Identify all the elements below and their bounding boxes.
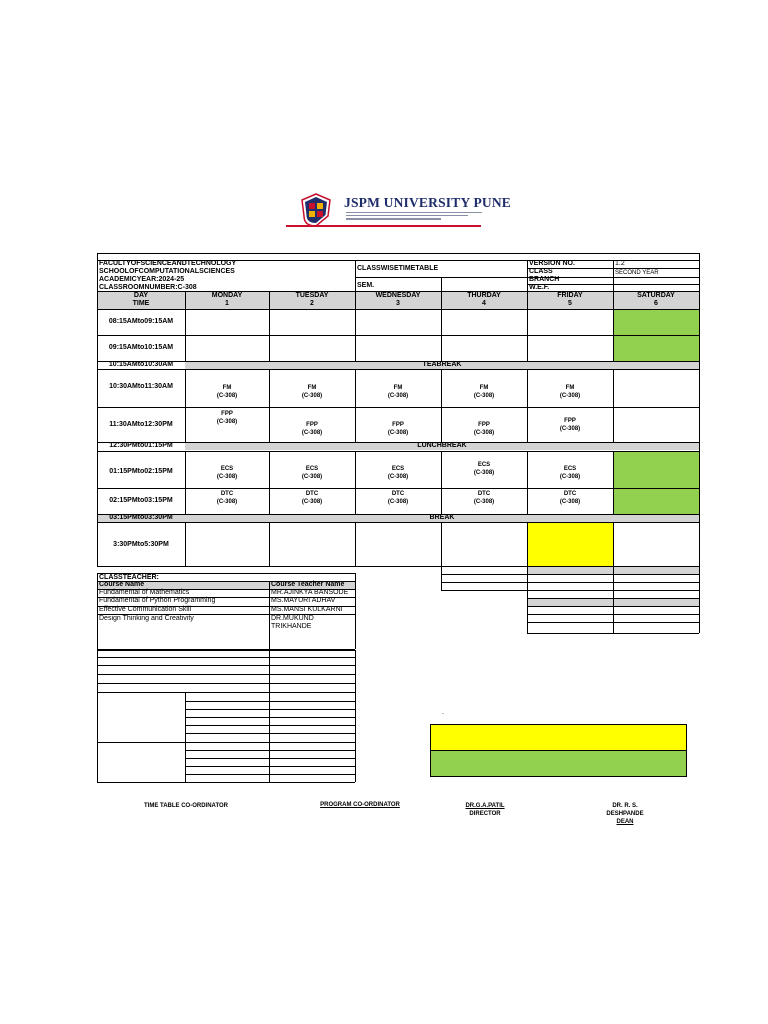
course-teacher: MS.MANSI KULKARNI (271, 606, 343, 613)
stray-dot: . (442, 709, 444, 716)
faculty-name: FACULTYOFSCIENCEANDTECHNOLOGY (99, 260, 237, 267)
tea-break-time: 10:15AMto10:30AM (108, 361, 174, 368)
session-room: (C-308) (216, 499, 238, 505)
legend-green-box (430, 751, 687, 777)
course-name: Fundamental of Python Programming (99, 597, 216, 604)
class-value: SECOND YEAR (615, 270, 659, 276)
day-saturday: SATURDAY (637, 292, 675, 299)
session-ecs: ECS (305, 466, 319, 472)
day-monday: MONDAY (211, 292, 243, 299)
session-fpp: FPP (306, 422, 318, 428)
session-room: (C-308) (473, 499, 495, 505)
class-label: CLASS (529, 268, 553, 275)
timetable-title: CLASSWISETIMETABLE (357, 265, 439, 272)
day-friday: FRIDAY (557, 292, 583, 299)
session-dtc: DTC (220, 491, 234, 497)
legend-yellow-box (430, 724, 687, 751)
session-room: (C-308) (559, 499, 581, 505)
day-label: DAY (133, 292, 149, 299)
day-num-thursday: 4 (482, 300, 486, 307)
session-fm: FM (479, 385, 489, 391)
session-fpp: FPP (478, 422, 490, 428)
session-room: (C-308) (301, 499, 323, 505)
session-room: (C-308) (216, 474, 238, 480)
course-teacher-header: Course Teacher Name (271, 581, 345, 588)
course-name-header: Course Name (99, 581, 145, 588)
academic-year: ACADEMICYEAR:2024-25 (99, 276, 185, 283)
sem-label: SEM. (357, 282, 375, 289)
time-slot-1: 08:15AMto09:15AM (108, 318, 174, 325)
session-room: (C-308) (387, 499, 409, 505)
signature-timetable-coordinator: TIME TABLE CO-ORDINATOR (144, 803, 228, 809)
session-room: (C-308) (559, 474, 581, 480)
university-name: JSPM UNIVERSITY PUNE (344, 195, 512, 210)
session-ecs: ECS (563, 466, 577, 472)
tea-break-label: TEABREAK (422, 361, 462, 368)
session-room: (C-308) (387, 393, 409, 399)
university-logo (298, 190, 512, 232)
day-num-saturday: 6 (654, 300, 658, 307)
time-label: TIME (132, 300, 150, 307)
session-ecs: ECS (220, 466, 234, 472)
day-num-monday: 1 (225, 300, 229, 307)
time-slot-4: 11:30AMto12:30PM (109, 421, 173, 428)
signature-director-name: DR.G.A.PATIL (465, 803, 505, 809)
session-room: (C-308) (216, 393, 238, 399)
branch-label: BRANCH (529, 276, 560, 283)
saturday-afternoon-cell (613, 451, 699, 514)
session-dtc: DTC (477, 491, 491, 497)
class-teacher-heading: CLASSTEACHER: (99, 574, 159, 581)
lunch-break-label: LUNCHBREAK (417, 442, 467, 449)
signature-dean-name: DR. R. S. DESHPANDE (606, 803, 644, 817)
day-wednesday: WEDNESDAY (375, 292, 421, 299)
session-room: (C-308) (473, 430, 495, 436)
day-thursday: THURDAY (467, 292, 501, 299)
university-crest-icon (298, 192, 334, 228)
lunch-break-time: 12:30PMto01:15PM (109, 442, 173, 449)
break-time: 03:15PMto03:30PM (109, 514, 173, 521)
signature-dean-title: DEAN (616, 819, 634, 825)
signature-program-coordinator: PROGRAM CO-ORDINATOR (320, 802, 400, 808)
school-name: SCHOOLOFCOMPUTATIONALSCIENCES (99, 268, 235, 275)
version-value: 1.2 (615, 260, 625, 267)
session-room: (C-308) (216, 419, 238, 425)
logo-underline (286, 225, 481, 227)
day-num-friday: 5 (568, 300, 572, 307)
session-dtc: DTC (563, 491, 577, 497)
session-fpp: FPP (392, 422, 404, 428)
session-room: (C-308) (301, 393, 323, 399)
university-fine-print (346, 210, 482, 220)
session-room: (C-308) (473, 393, 495, 399)
time-slot-6: 02:15PMto03:15PM (109, 497, 173, 504)
course-name: Effective Communication Skill (99, 606, 192, 613)
time-slot-7: 3:30PMto5:30PM (113, 541, 169, 548)
day-num-tuesday: 2 (310, 300, 314, 307)
session-fm: FM (393, 385, 403, 391)
friday-evening-cell (527, 522, 613, 566)
break-label: BREAK (429, 514, 455, 521)
session-ecs: ECS (477, 462, 491, 468)
day-num-wednesday: 3 (396, 300, 400, 307)
classroom-number: CLASSROOMNUMBER:C-308 (99, 284, 197, 291)
time-slot-3: 10:30AMto11:30AM (109, 383, 173, 390)
session-room: (C-308) (559, 426, 581, 432)
day-tuesday: TUESDAY (295, 292, 329, 299)
session-room: (C-308) (473, 470, 495, 476)
time-slot-5: 01:15PMto02:15PM (109, 468, 173, 475)
session-fpp: FPP (221, 411, 233, 417)
version-label: VERSION NO. (529, 260, 575, 267)
time-slot-2: 09:15AMto10:15AM (108, 344, 174, 351)
session-fm: FM (222, 385, 232, 391)
course-name: Design Thinking and Creativity (99, 615, 194, 622)
course-teacher: MS.MAYURI ADHAV (271, 597, 336, 604)
wef-label: W.E.F. (529, 284, 550, 291)
course-teacher: DR.MUKUND TRIKHANDE (271, 615, 314, 630)
session-fm: FM (565, 385, 575, 391)
signature-director-title: DIRECTOR (469, 811, 501, 817)
session-room: (C-308) (559, 393, 581, 399)
course-teacher: MR.AJINKYA BANSODE (271, 589, 349, 596)
session-dtc: DTC (391, 491, 405, 497)
session-room: (C-308) (301, 474, 323, 480)
session-room: (C-308) (301, 430, 323, 436)
session-fpp: FPP (564, 418, 576, 424)
session-room: (C-308) (387, 474, 409, 480)
session-ecs: ECS (391, 466, 405, 472)
session-room: (C-308) (387, 430, 409, 436)
session-fm: FM (307, 385, 317, 391)
course-name: Fundamental of Mathematics (99, 589, 190, 596)
session-dtc: DTC (305, 491, 319, 497)
